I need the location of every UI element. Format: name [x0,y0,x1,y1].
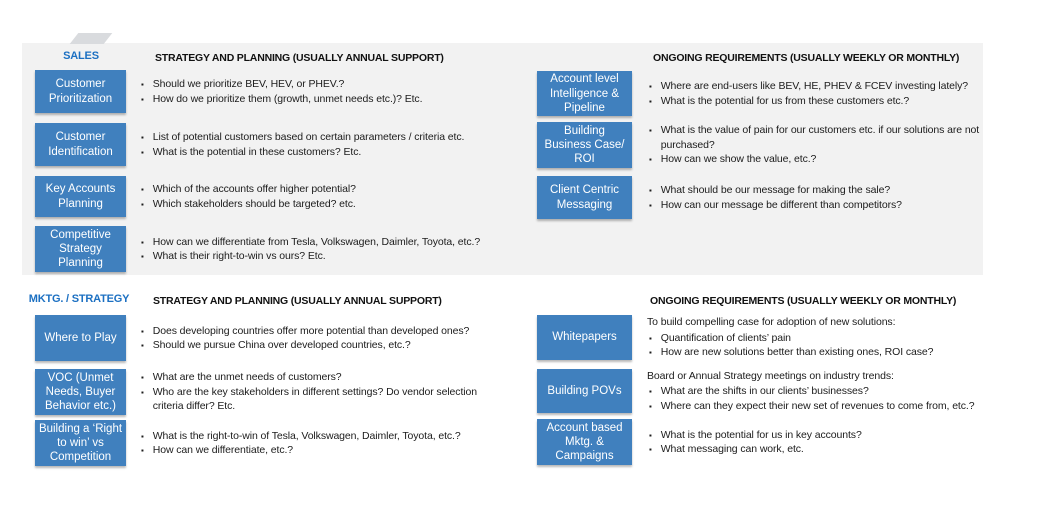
question-list [647,176,902,219]
bullet-item [647,442,862,456]
bullet-text: What is the value of pain for our customers etc. if our solutions are not purchased? [660,124,980,151]
sales-left-column [35,70,535,272]
topic-box-voc: VOC (Unmet Needs, Buyer Behavior etc.) [35,369,126,415]
question-list [139,369,491,415]
bullet-item [139,197,356,211]
bullet-item [139,92,422,106]
row-voc [35,369,535,415]
sales-section-label: SALES [63,50,99,62]
bullet-item [647,198,902,212]
bullet-item [647,152,999,166]
question-list [647,122,999,168]
topic-box-where-to-play: Where to Play [35,315,126,361]
bullet-text: What is their right-to-win vs ours? Etc. [152,250,326,262]
bullet-item [647,79,968,93]
bullet-icon [647,399,661,411]
bullet-text: Does developing countries offer more potential than developed ones? [152,324,470,337]
question-list [139,315,469,361]
topic-box-client-centric-messaging: Client Centric Messaging [537,176,632,219]
bullet-item [139,429,461,443]
bullet-text: List of potential customers based on certain parameters / criteria etc. [152,131,465,144]
bullet-item [647,399,974,413]
bullet-item [139,235,480,249]
bullet-icon [647,198,661,210]
bullet-item [139,145,464,159]
question-list [139,123,464,166]
bullet-icon [139,182,153,194]
bullet-icon [139,324,153,336]
bullet-text: What are the shifts in our clients’ businesses? [660,385,869,398]
bullet-icon [647,428,661,440]
bullet-text: Which of the accounts offer higher potential? [152,183,356,196]
bullet-text: Who are the key stakeholders in different settings? Do vendor selection criteria differ? Etc. [152,385,477,413]
topic-box-account-based-mktg: Account based Mktg. & Campaigns [537,419,632,465]
row-customer-prioritization [35,70,535,113]
topic-box-account-level-intelligence: Account level Intelligence & Pipeline [537,71,632,116]
bullet-item [139,370,491,384]
bullet-text: What is the potential in these customers? Etc. [152,145,362,158]
question-list [139,420,461,466]
bullet-icon [647,183,661,195]
topic-box-competitive-strategy-planning: Competitive Strategy Planning [35,226,126,272]
bullet-item [139,182,356,196]
bullet-item [647,428,862,442]
bullet-icon [647,331,661,343]
bullet-item [139,324,469,338]
question-list [139,176,356,217]
bullet-item [139,385,491,414]
bullet-icon [647,152,661,164]
bullet-text: How can we show the value, etc.? [660,153,817,166]
mktg-right-column [537,315,1017,465]
question-list [647,71,968,116]
row-whitepapers [537,315,1017,360]
bullet-icon [139,77,153,89]
bullet-icon [139,145,153,157]
bullet-text: How can we differentiate, etc.? [152,444,294,456]
bullet-text: What is the right-to-win of Tesla, Volkswagen, Daimler, Toyota, etc.? [152,429,461,442]
topic-box-customer-prioritization: Customer Prioritization [35,70,126,113]
bullet-text: What is the potential for us in key accounts? [660,428,862,441]
question-list [647,419,862,465]
row-building-business-case [537,122,1007,168]
bullet-icon [139,443,153,455]
sales-strategy-planning-header: STRATEGY AND PLANNING (USUALLY ANNUAL SUPPORT) [155,52,444,64]
topic-box-building-povs: Building POVs [537,369,632,413]
sales-ongoing-requirements-header: ONGOING REQUIREMENTS (USUALLY WEEKLY OR MONTHLY) [653,52,960,64]
mktg-left-column [35,315,535,466]
bullet-item [647,183,902,197]
bullet-icon [139,385,153,397]
question-list [139,70,422,113]
bullet-icon [647,94,661,106]
bullet-item [139,443,461,457]
bullet-item [647,331,933,345]
bullet-icon [139,92,153,104]
bullet-text: Which stakeholders should be targeted? etc. [152,197,356,210]
bullet-item [139,338,469,352]
bullet-icon [139,249,153,261]
bullet-icon [139,197,153,209]
topic-box-whitepapers: Whitepapers [537,315,632,360]
bullet-text: How do we prioritize them (growth, unmet needs etc.)? Etc. [152,92,423,105]
row-where-to-play [35,315,535,361]
bullet-icon [647,123,661,135]
question-list [647,315,933,360]
bullet-item [139,249,480,263]
bullet-icon [139,130,153,142]
bullet-icon [139,429,153,441]
row-building-povs [537,369,1017,413]
bullet-item [647,94,968,108]
sales-right-column [537,71,1007,219]
intro-text: To build compelling case for adoption of new solutions: [647,316,896,329]
row-client-centric-messaging [537,176,1007,219]
row-right-to-win [35,420,535,466]
mktg-strategy-planning-header: STRATEGY AND PLANNING (USUALLY ANNUAL SUPPORT) [153,295,442,307]
bullet-icon [647,442,661,454]
topic-box-right-to-win: Building a ‘Right to win’ vs Competition [35,420,126,466]
bullet-item [139,77,422,91]
question-list [647,369,974,413]
bullet-item [647,123,999,152]
bullet-text: How can we differentiate from Tesla, Volkswagen, Daimler, Toyota, etc.? [152,235,481,248]
row-competitive-strategy-planning [35,226,535,272]
bullet-icon [647,345,661,357]
bullet-text: Should we pursue China over developed countries, etc.? [152,339,411,351]
bullet-icon [139,370,153,382]
topic-box-key-accounts-planning: Key Accounts Planning [35,176,126,217]
bullet-icon [139,235,153,247]
bullet-icon [647,384,661,396]
mktg-section-label: MKTG. / STRATEGY [28,293,130,305]
bullet-item [647,384,974,398]
question-list [139,226,480,272]
bullet-text: What is the potential for us from these customers etc.? [660,94,910,107]
row-customer-identification [35,123,535,166]
bullet-text: Should we prioritize BEV, HEV, or PHEV.? [152,78,345,91]
bullet-text: What are the unmet needs of customers? [152,371,342,384]
bullet-icon [139,338,153,350]
topic-box-customer-identification: Customer Identification [35,123,126,166]
mktg-ongoing-requirements-header: ONGOING REQUIREMENTS (USUALLY WEEKLY OR MONTHLY) [650,295,957,307]
intro-text: Board or Annual Strategy meetings on industry trends: [647,369,894,382]
row-account-level-intelligence [537,71,1007,116]
bullet-text: How are new solutions better than existing ones, ROI case? [660,346,934,359]
row-account-based-mktg [537,419,1017,465]
bullet-text: Where are end-users like BEV, HE, PHEV & FCEV investing lately? [660,80,969,93]
bullet-text: What messaging can work, etc. [660,443,804,455]
row-key-accounts-planning [35,176,535,217]
bullet-text: How can our message be different than competitors? [660,198,902,211]
topic-box-building-business-case: Building Business Case/ ROI [537,122,632,168]
bullet-text: Quantification of clients’ pain [660,331,791,344]
bullet-icon [647,79,661,91]
bullet-text: Where can they expect their new set of revenues to come from, etc.? [660,399,975,412]
bullet-item [647,345,933,359]
bullet-text: What should be our message for making the sale? [660,184,891,197]
bullet-item [139,130,464,144]
